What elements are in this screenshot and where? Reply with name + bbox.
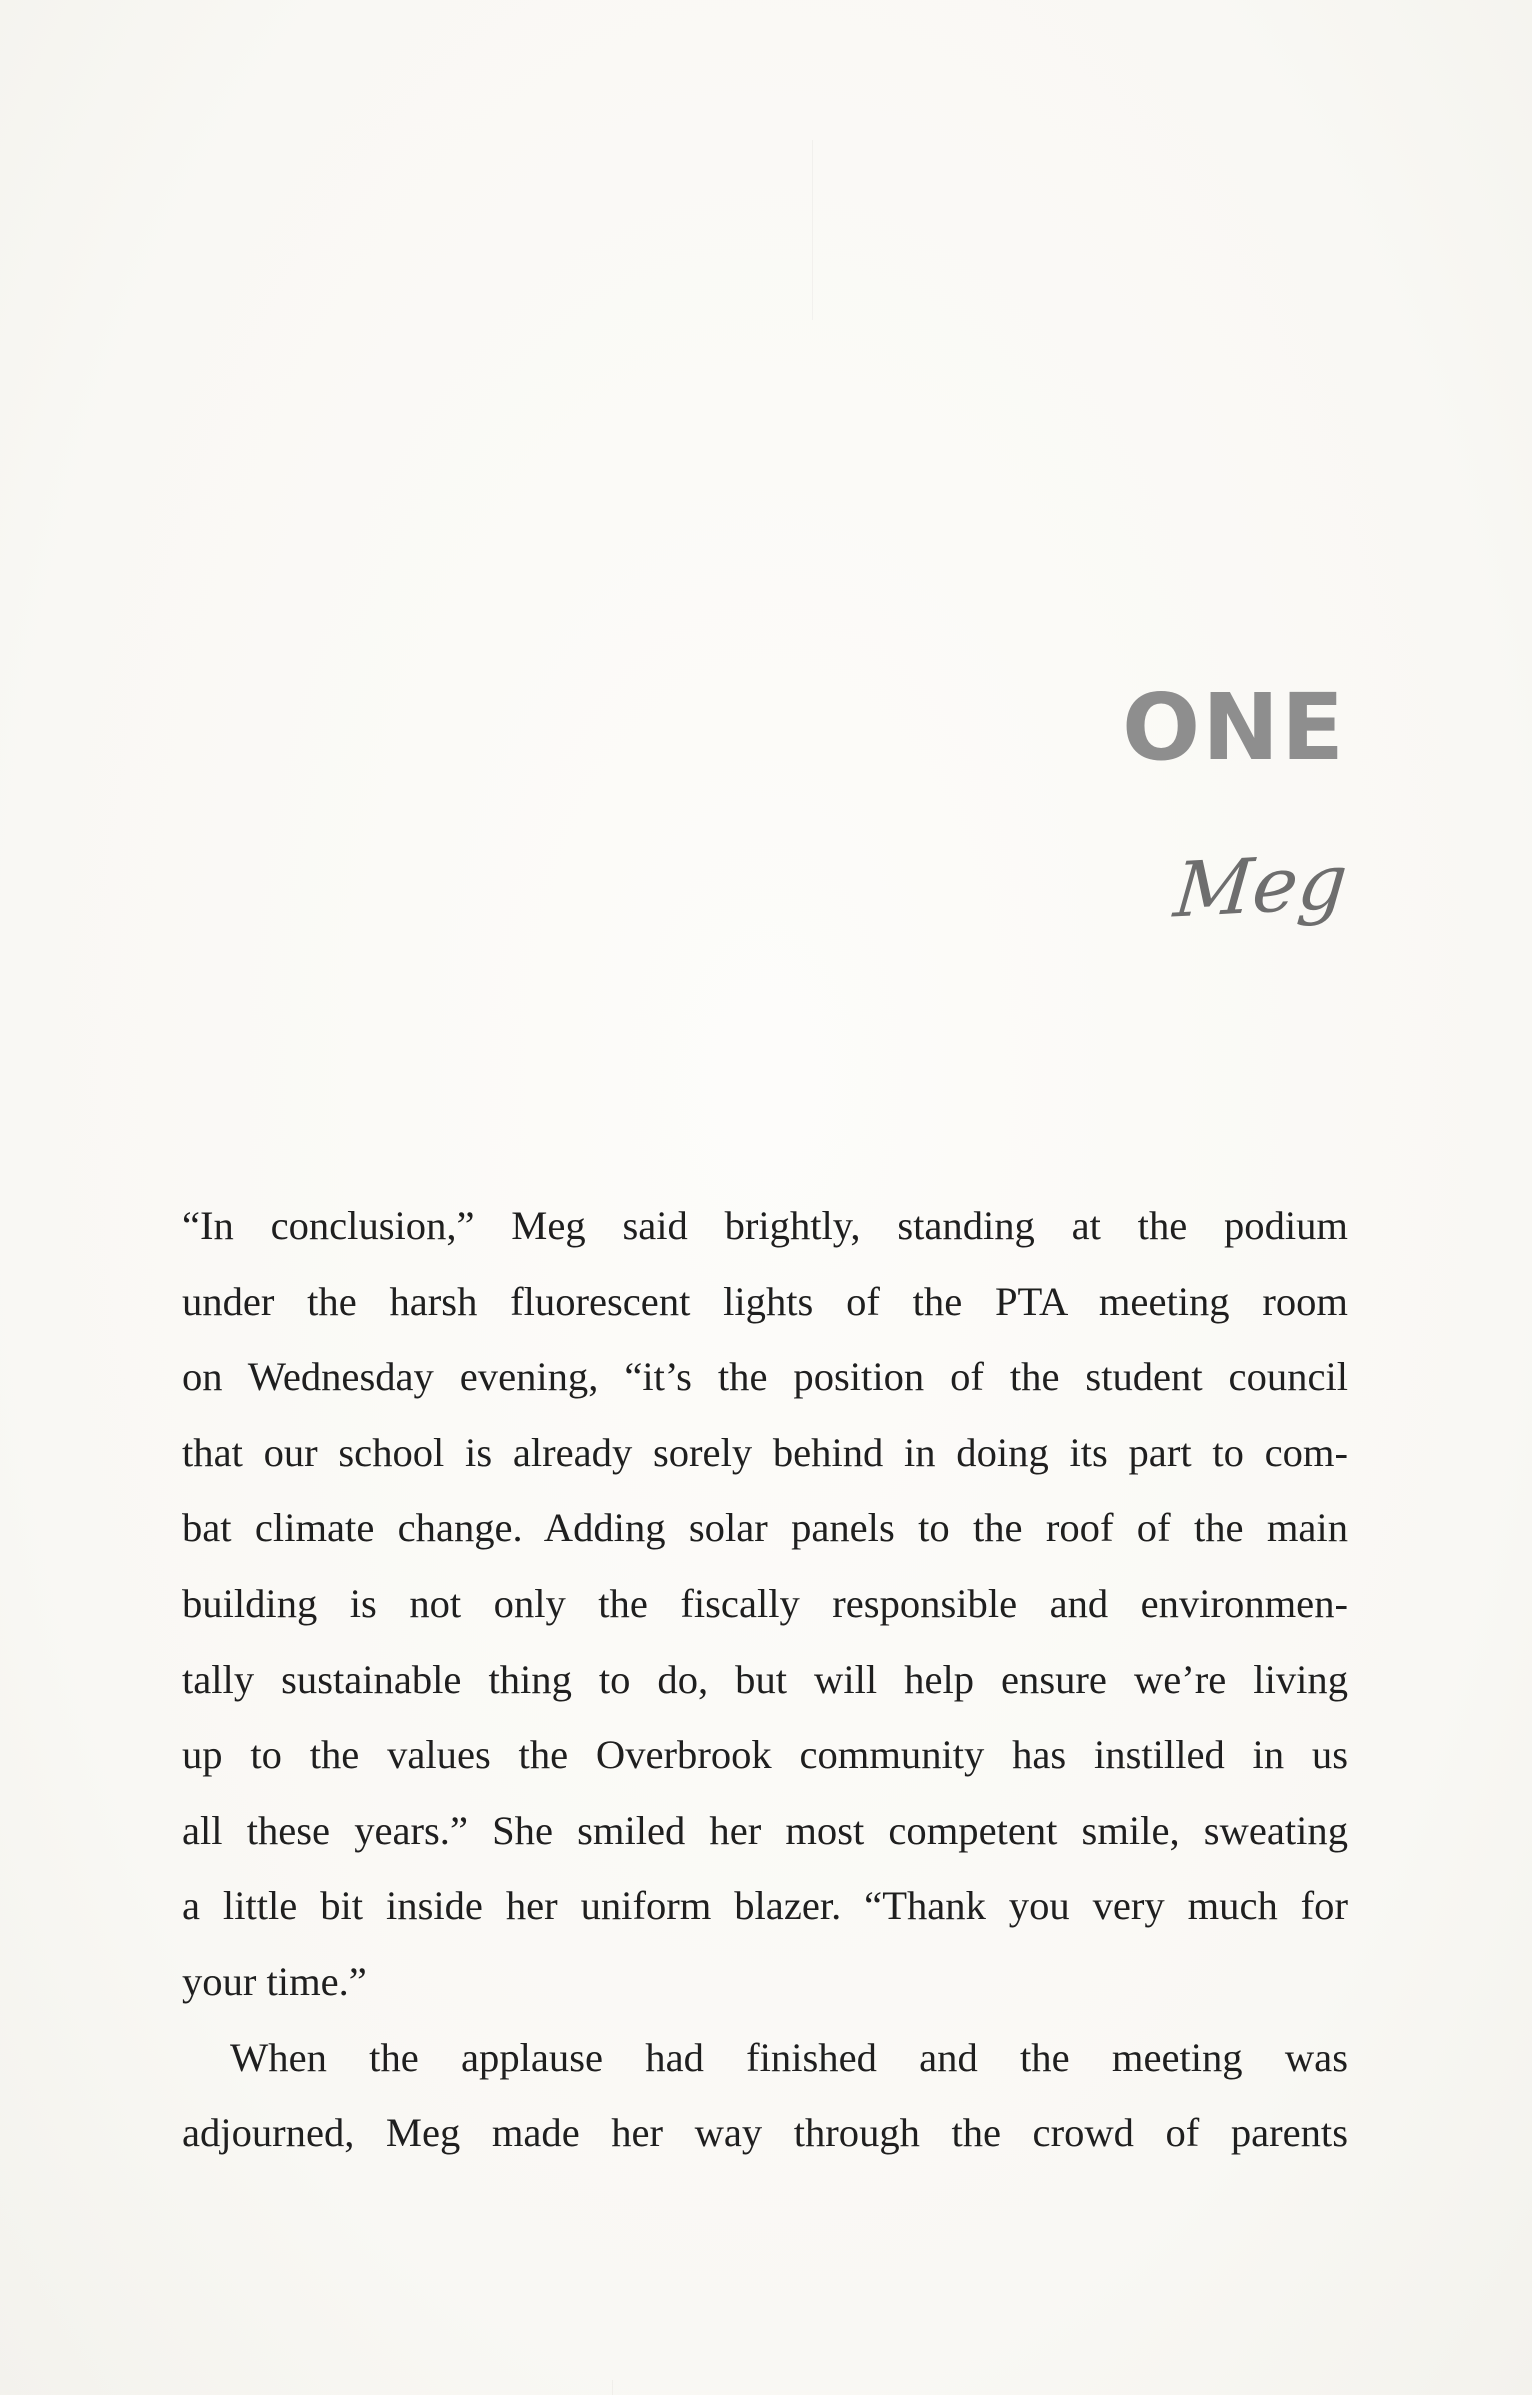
paragraph-2 [182, 2020, 1348, 2171]
text-line: bat climate change. Adding solar panels to the roof of the main [182, 1505, 1348, 1551]
text-line: tally sustainable thing to do, but will help ensure we’re living [182, 1656, 1348, 1702]
text-line: adjourned, Meg made her way through the crowd of parents [182, 2110, 1348, 2156]
text-line: your time.” [182, 1958, 367, 2004]
text-line: that our school is already sorely behind in doing its part to com- [182, 1429, 1348, 1475]
chapter-narrator: Meg [1170, 836, 1351, 935]
text-line: building is not only the fiscally responsible and environmen- [182, 1580, 1348, 1626]
text-line: When the applause had finished and the meeting was [230, 2034, 1348, 2080]
text-line: “In conclusion,” Meg said brightly, standing at the podium [182, 1203, 1348, 1248]
paragraph-1 [182, 1188, 1348, 2020]
text-line: up to the values the Overbrook community has instilled in us [182, 1732, 1348, 1778]
body-text [182, 1188, 1348, 2171]
text-line: under the harsh fluorescent lights of the PTA meeting room [182, 1278, 1348, 1324]
text-line: all these years.” She smiled her most competent smile, sweating [182, 1807, 1348, 1853]
text-line: on Wednesday evening, “it’s the position of the student council [182, 1354, 1348, 1400]
scan-artifact [812, 140, 813, 320]
chapter-number: ONE [1121, 674, 1346, 781]
scan-artifact [612, 2380, 613, 2395]
text-line: a little bit inside her uniform blazer. “Thank you very much for [182, 1883, 1348, 1929]
